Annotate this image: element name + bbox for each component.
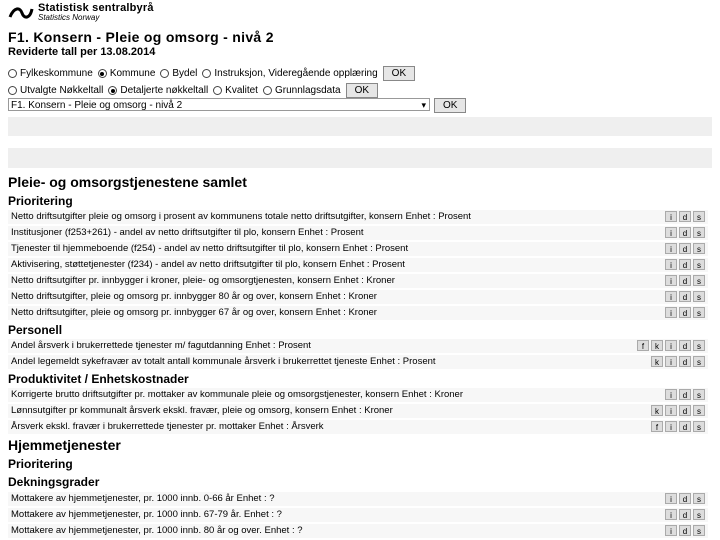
row-action-buttons (665, 291, 705, 302)
row-button-s[interactable]: s (693, 389, 705, 400)
row-action-buttons (665, 389, 705, 400)
indicator-label[interactable]: Korrigerte brutto driftsutgifter pr. mottaker av kommunale pleie og omsorgstjenester, konsern Enhet : Kroner (11, 389, 463, 400)
indicator-row[interactable] (8, 404, 708, 418)
row-button-s[interactable]: s (693, 509, 705, 520)
radio-icon (202, 69, 211, 78)
row-button-d[interactable]: d (679, 291, 691, 302)
ok-button-table-type[interactable]: OK (346, 83, 378, 98)
row-button-i[interactable]: i (665, 421, 677, 432)
radio-icon (263, 86, 272, 95)
indicator-label[interactable]: Netto driftsutgifter pleie og omsorg i prosent av kommunens totale netto driftsutgifter, konsern Enhet : Prosent (11, 211, 471, 222)
indicator-row[interactable] (8, 524, 708, 538)
row-action-buttons (651, 405, 705, 416)
radio-checked-icon (108, 86, 117, 95)
row-button-d[interactable]: d (679, 493, 691, 504)
indicator-row[interactable] (8, 306, 708, 320)
indicator-label[interactable]: Netto driftsutgifter pr. innbygger i kroner, pleie- og omsorgtjenesten, konsern Enhet : Kroner (11, 275, 395, 286)
row-action-buttons (665, 243, 705, 254)
row-button-d[interactable]: d (679, 340, 691, 351)
row-button-k[interactable]: k (651, 356, 663, 367)
indicator-row[interactable] (8, 339, 708, 353)
row-button-i[interactable]: i (665, 211, 677, 222)
row-button-i[interactable]: i (665, 243, 677, 254)
row-action-buttons (651, 356, 705, 367)
ok-button-region[interactable]: OK (383, 66, 415, 81)
row-button-s[interactable]: s (693, 421, 705, 432)
radio-icon (160, 69, 169, 78)
row-button-i[interactable]: i (665, 275, 677, 286)
indicator-row[interactable] (8, 258, 708, 272)
row-button-s[interactable]: s (693, 275, 705, 286)
row-button-i[interactable]: i (665, 509, 677, 520)
row-button-s[interactable]: s (693, 405, 705, 416)
row-button-i[interactable]: i (665, 389, 677, 400)
row-button-d[interactable]: d (679, 211, 691, 222)
radio-fylkeskommune[interactable]: Fylkeskommune (8, 68, 93, 79)
row-button-d[interactable]: d (679, 509, 691, 520)
table-type-radio-group (8, 83, 378, 98)
indicator-row[interactable] (8, 492, 708, 506)
toolbar-band (8, 117, 712, 136)
row-button-s[interactable]: s (693, 525, 705, 536)
row-button-i[interactable]: i (665, 525, 677, 536)
section-prioritering: Prioritering (8, 194, 73, 208)
row-button-d[interactable]: d (679, 307, 691, 318)
indicator-label[interactable]: Mottakere av hjemmetjenester, pr. 1000 innb. 80 år og over. Enhet : ? (11, 525, 303, 536)
row-button-s[interactable]: s (693, 307, 705, 318)
row-button-i[interactable]: i (665, 259, 677, 270)
row-button-s[interactable]: s (693, 227, 705, 238)
row-button-s[interactable]: s (693, 340, 705, 351)
ssb-logo-icon (8, 3, 34, 23)
row-button-s[interactable]: s (693, 291, 705, 302)
region-type-radio-group (8, 66, 415, 81)
indicator-row[interactable] (8, 508, 708, 522)
row-action-buttons (651, 421, 705, 432)
indicator-label[interactable]: Andel årsverk i brukerrettede tjenester m/ fagutdanning Enhet : Prosent (11, 340, 311, 351)
row-button-i[interactable]: i (665, 291, 677, 302)
chevron-down-icon: ▾ (421, 100, 426, 110)
indicator-row[interactable] (8, 210, 708, 224)
indicator-row[interactable] (8, 420, 708, 434)
ok-button-select[interactable]: OK (434, 98, 466, 113)
section-prioritering-2: Prioritering (8, 457, 73, 471)
row-button-s[interactable]: s (693, 211, 705, 222)
row-button-k[interactable]: k (651, 405, 663, 416)
row-action-buttons (665, 493, 705, 504)
row-button-d[interactable]: d (679, 389, 691, 400)
toolbar-band (8, 148, 712, 168)
indicator-row[interactable] (8, 226, 708, 240)
radio-detaljerte[interactable]: Detaljerte nøkkeltall (108, 85, 208, 96)
row-button-f[interactable]: f (637, 340, 649, 351)
radio-icon (213, 86, 222, 95)
indicator-label[interactable]: Tjenester til hjemmeboende (f254) - andel av netto driftsutgifter til plo, konsern Enhet : Prosent (11, 243, 409, 254)
row-action-buttons (665, 211, 705, 222)
row-action-buttons (665, 227, 705, 238)
row-button-i[interactable]: i (665, 493, 677, 504)
indicator-row[interactable] (8, 355, 708, 369)
row-action-buttons (637, 340, 705, 351)
row-button-d[interactable]: d (679, 356, 691, 367)
radio-icon (8, 69, 17, 78)
radio-grunnlagsdata[interactable]: Grunnlagsdata (263, 85, 341, 96)
row-button-d[interactable]: d (679, 259, 691, 270)
row-button-s[interactable]: s (693, 243, 705, 254)
row-button-s[interactable]: s (693, 259, 705, 270)
row-button-d[interactable]: d (679, 243, 691, 254)
row-button-i[interactable]: i (665, 340, 677, 351)
indicator-label[interactable]: Netto driftsutgifter, pleie og omsorg pr. innbygger 80 år og over, konsern Enhet : Kroner (11, 291, 377, 302)
section-hjemmetjenester: Hjemmetjenester (8, 437, 121, 453)
indicator-label[interactable]: Aktivisering, støttetjenester (f234) - andel av netto driftsutgifter til plo, konsern Enhet : Prosent (11, 259, 405, 270)
row-button-i[interactable]: i (665, 227, 677, 238)
logo-name-en: Statistics Norway (38, 13, 100, 22)
row-button-d[interactable]: d (679, 275, 691, 286)
indicator-label[interactable]: Mottakere av hjemmetjenester, pr. 1000 innb. 0-66 år Enhet : ? (11, 493, 275, 504)
row-button-d[interactable]: d (679, 421, 691, 432)
row-button-i[interactable]: i (665, 405, 677, 416)
radio-bydel[interactable]: Bydel (160, 68, 197, 79)
row-button-i[interactable]: i (665, 356, 677, 367)
indicator-row[interactable] (8, 242, 708, 256)
indicator-label[interactable]: Andel legemeldt sykefravær av totalt antall kommunale årsverk i brukerrettet tjeneste Enhet : Prosent (11, 356, 436, 367)
indicator-label[interactable]: Årsverk ekskl. fravær i brukerrettede tjenester pr. mottaker Enhet : Årsverk (11, 421, 324, 432)
section-pleie-samlet: Pleie- og omsorgstjenestene samlet (8, 174, 247, 190)
indicator-label[interactable]: Netto driftsutgifter, pleie og omsorg pr. innbygger 67 år og over, konsern Enhet : Kroner (11, 307, 377, 318)
logo-name: Statistisk sentralbyrå (38, 2, 154, 14)
table-select[interactable]: F1. Konsern - Pleie og omsorg - nivå 2 ▾ (8, 98, 430, 111)
radio-checked-icon (98, 69, 107, 78)
indicator-row[interactable] (8, 290, 708, 304)
row-action-buttons (665, 509, 705, 520)
row-button-s[interactable]: s (693, 493, 705, 504)
row-action-buttons (665, 525, 705, 536)
indicator-label[interactable]: Mottakere av hjemmetjenester, pr. 1000 innb. 67-79 år. Enhet : ? (11, 509, 282, 520)
radio-utvalgte[interactable]: Utvalgte Nøkkeltall (8, 85, 103, 96)
indicator-label[interactable]: Lønnsutgifter pr kommunalt årsverk ekskl. fravær, pleie og omsorg, konsern Enhet : Kroner (11, 405, 393, 416)
indicator-row[interactable] (8, 274, 708, 288)
ssb-logo (8, 2, 154, 24)
row-button-f[interactable]: f (651, 421, 663, 432)
row-action-buttons (665, 259, 705, 270)
radio-kvalitet[interactable]: Kvalitet (213, 85, 258, 96)
radio-kommune[interactable]: Kommune (98, 68, 156, 79)
indicator-row[interactable] (8, 388, 708, 402)
radio-icon (8, 86, 17, 95)
indicator-label[interactable]: Institusjoner (f253+261) - andel av netto driftsutgifter til plo, konsern Enhet : Prosent (11, 227, 364, 238)
section-personell: Personell (8, 323, 63, 337)
radio-instruksjon[interactable]: Instruksjon, Videregående opplæring (202, 68, 377, 79)
row-button-d[interactable]: d (679, 525, 691, 536)
row-button-s[interactable]: s (693, 356, 705, 367)
revised-date: Reviderte tall per 13.08.2014 (8, 46, 156, 58)
row-button-k[interactable]: k (651, 340, 663, 351)
section-produktivitet: Produktivitet / Enhetskostnader (8, 372, 189, 386)
row-button-d[interactable]: d (679, 227, 691, 238)
row-action-buttons (665, 307, 705, 318)
row-button-d[interactable]: d (679, 405, 691, 416)
row-button-i[interactable]: i (665, 307, 677, 318)
row-action-buttons (665, 275, 705, 286)
page-title: F1. Konsern - Pleie og omsorg - nivå 2 (8, 29, 274, 45)
section-dekningsgrader: Dekningsgrader (8, 475, 100, 489)
